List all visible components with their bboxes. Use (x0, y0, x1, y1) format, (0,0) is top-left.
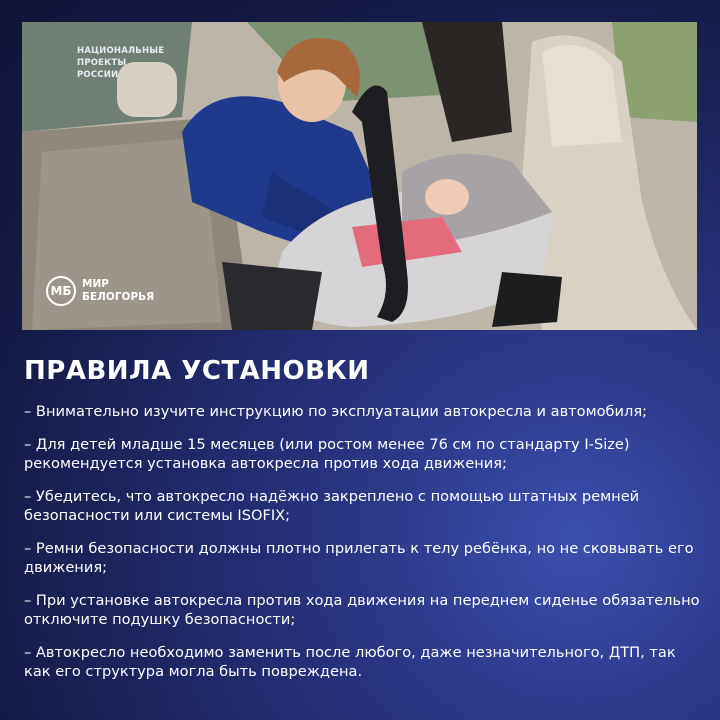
page-title: ПРАВИЛА УСТАНОВКИ (24, 356, 370, 386)
hero-photo (22, 22, 697, 330)
national-projects-logo: НАЦИОНАЛЬНЫЕ ПРОЕКТЫ РОССИИ (77, 46, 165, 80)
rule-item: – Автокресло необходимо заменить после любого, даже незначительного, ДТП, так как его структура могла быть повреждена. (24, 644, 676, 680)
rule-item: – Убедитесь, что автокресло надёжно закреплено с помощью штатных ремней безопасности или системы ISOFIX; (24, 488, 640, 524)
mb-circle-icon: МБ (46, 276, 76, 306)
rule-item: – Внимательно изучите инструкцию по эксплуатации автокресла и автомобиля; (24, 403, 648, 420)
rule-item: – При установке автокресла против хода движения на переднем сиденье обязательно отключите подушку безопасности; (24, 592, 700, 628)
mir-belogorya-name: МИР БЕЛОГОРЬЯ (82, 278, 155, 303)
rules-list (24, 402, 700, 695)
rule-item: – Для детей младше 15 месяцев (или ростом менее 76 см по стандарту I-Size) рекомендуется установка автокресла против хода движения; (24, 436, 630, 472)
mir-belogorya-logo (46, 273, 154, 309)
rule-item: – Ремни безопасности должны плотно прилегать к телу ребёнка, но не сковывать его движения; (24, 540, 694, 576)
